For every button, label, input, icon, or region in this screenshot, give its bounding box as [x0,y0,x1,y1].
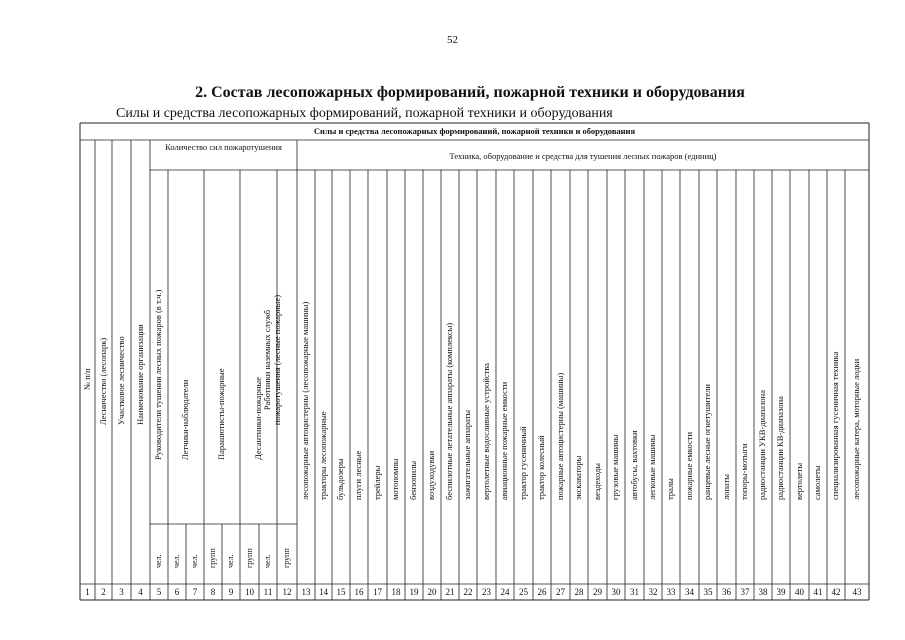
unit-label-8: групп [282,548,291,568]
subtitle: Силы и средства лесопожарных формирований, пожарной техники и оборудования [116,106,613,121]
column-number-text: 23 [482,587,491,597]
group-equipment-header: Техника, оборудование и средства для тушения лесных пожаров (единиц) [449,151,717,161]
equipment-column-24: лопаты [720,473,731,500]
column-number-text: 38 [758,587,768,597]
equipment-column-25: топоры-мотыги [739,443,749,500]
column-number-text: 24 [500,587,510,597]
unit-label-4: групп [208,548,217,568]
column-number-text: 2 [101,587,106,597]
equipment-column-6: мотопомпы [390,458,400,500]
left-column-4: Наименование организации [134,324,145,425]
left-column-2: Лесничество (лесопарк) [97,337,108,425]
column-number-text: 31 [630,587,639,597]
equipment-column-16: экскаваторы [573,455,583,500]
table-header-main: Силы и средства лесопожарных формирований, пожарной техники и оборудования [313,126,636,136]
column-number-text: 14 [319,587,328,597]
equipment-column-29: самолеты [812,465,822,500]
equipment-column-15: пожарные автоцистерны (машины) [554,372,565,500]
equipment-column-12: авиационные пожарные емкости [499,381,509,500]
forces-column-5: Работники наземных служб пожаротушения (лесные пожарные) [262,294,282,426]
column-number-text: 39 [776,587,786,597]
equipment-column-17: вездеходы [591,463,602,500]
column-number-text: 4 [138,587,143,597]
column-number-text: 11 [263,587,273,597]
column-number-text: 7 [192,587,198,597]
column-number-text: 15 [336,587,346,597]
column-number-text: 6 [174,587,180,597]
equipment-column-20: легковые машины [647,434,657,500]
forces-column-3: Парашютисты-пожарные [216,368,226,460]
column-number-text: 9 [228,587,234,597]
equipment-column-19: автобусы, вахтовки [628,430,639,500]
group-forces-header: Количество сил пожаротушения [165,142,282,152]
column-number-text: 28 [574,587,584,597]
equipment-column-23: ранцевые лесные огнетушители [702,384,712,500]
column-number-text: 8 [210,587,216,597]
column-number-text: 33 [666,587,676,597]
column-number-text: 13 [301,587,311,597]
column-number-text: 42 [831,587,841,597]
unit-label-3: чел. [190,554,199,568]
column-number-text: 29 [593,587,602,597]
equipment-column-10: зажигательные аппараты [462,409,472,500]
column-number-text: 10 [245,587,254,597]
equipment-column-8: воздуходувки [426,450,436,500]
equipment-column-30: специализированная гусеничная техника [830,351,840,500]
unit-label-6: групп [244,548,254,568]
column-number-text: 16 [354,587,364,597]
column-number-text: 20 [427,587,437,597]
equipment-column-1: лесопожарные автоцистерны (лесопожарные машины) [300,301,310,500]
column-number-text: 30 [611,587,621,597]
left-column-3: Участковое лесничество [115,336,126,425]
column-number-text: 36 [722,587,731,597]
equipment-column-11: вертолетные водосливные устройства [480,362,491,500]
unit-label-1: чел. [154,554,163,568]
column-number-text: 41 [813,587,823,597]
column-number-text: 5 [156,587,162,597]
column-number-text: 32 [648,587,658,597]
forces-column-1: Руководители тушения лесных пожаров (в т.ч.) [153,289,163,460]
column-number-text: 22 [463,587,473,597]
section-title: 2. Состав лесопожарных формирований, пожарной техники и оборудования [195,84,745,101]
column-number-text: 34 [685,587,694,597]
column-number-text: 37 [740,587,750,597]
equipment-column-14: трактор колесный [536,435,546,500]
column-number-text: 1 [85,587,90,597]
equipment-column-7: бензопилы [408,460,418,500]
column-number-text: 25 [519,587,528,597]
column-number-text: 17 [373,587,382,597]
column-number-text: 3 [119,587,124,597]
left-column-1: № п/п [81,368,92,390]
forces-column-4: Десантники-пожарные [252,377,263,460]
equipment-column-2: тракторы лесопожарные [317,411,328,500]
equipment-column-22: пожарные емкости [683,432,694,500]
column-number-text: 26 [537,587,547,597]
column-number-text: 12 [282,587,292,597]
equipment-column-4: плуги лесные [353,450,363,500]
unit-label-7: чел. [263,554,272,568]
forces-column-2: Летчики-наблюдатели [180,379,190,460]
page-number: 52 [447,34,458,46]
equipment-column-28: вертолеты [793,462,804,500]
unit-label-2: чел. [172,554,181,568]
equipment-column-5: трейлеры [371,465,382,500]
column-number-text: 18 [391,587,401,597]
column-number-text: 21 [445,587,455,597]
equipment-column-26: радиостанции УКВ-диапазона [757,390,767,500]
column-number-text: 27 [556,587,565,597]
equipment-column-9: беспилотные летательные аппараты (комплексы) [444,322,454,500]
equipment-column-21: тралы [665,478,675,500]
equipment-column-13: трактор гусеничный [517,426,528,500]
equipment-column-3: бульдозеры [335,458,345,500]
column-number-text: 19 [409,587,419,597]
unit-label-5: чел. [226,554,235,568]
column-number-text: 35 [703,587,713,597]
equipment-column-31: лесопожарные катера, моторные лодки [851,358,861,500]
column-number-text: 40 [795,587,804,597]
equipment-column-18: грузовые машины [610,434,620,500]
column-number-text: 43 [852,587,862,597]
equipment-column-27: радиостанции КВ-диапазона [775,396,785,500]
